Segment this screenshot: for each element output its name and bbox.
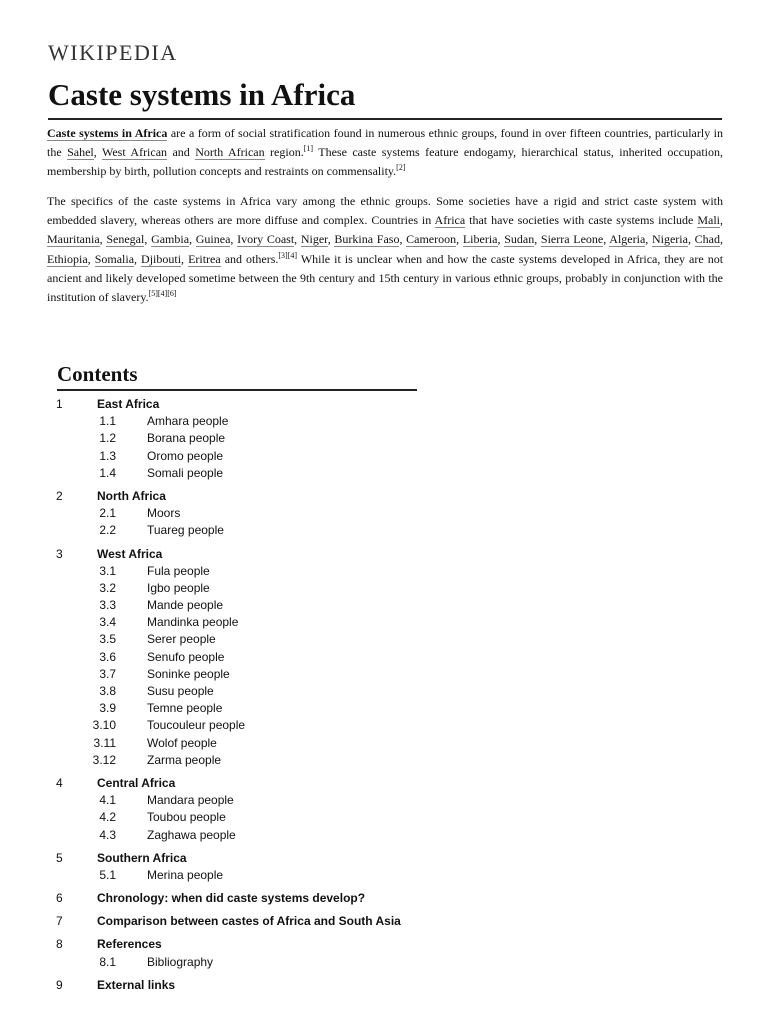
toc-number: 3 [56, 546, 63, 561]
country-link[interactable]: Nigeria [651, 232, 688, 247]
table-of-contents [0, 396, 768, 1000]
toc-item[interactable] [0, 546, 768, 563]
toc-subnumber: 3.12 [92, 752, 116, 767]
country-link[interactable]: Niger [300, 232, 328, 247]
toc-subitem[interactable] [0, 666, 768, 683]
toc-number: 5 [56, 850, 63, 865]
citation-ref[interactable]: [2] [396, 163, 406, 173]
country-link[interactable]: Cameroon [406, 232, 457, 247]
toc-link[interactable]: Central Africa [97, 775, 176, 790]
toc-number: 2 [56, 488, 63, 503]
country-link[interactable]: Eritrea [188, 251, 221, 266]
second-paragraph: The specifics of the caste systems in Africa vary among the ethnic groups. Some societies have a rigid and strict caste system with embedded slavery, whereas others are more diffuse and complex. Countries in Africa that have societies with caste systems include Mali, Mauritania, Senegal, Gambia, Guinea, Ivory Coast, Niger, Burkina Faso, Cameroon, Liberia, Sudan, Sierra Leone, Algeria, Nigeria, Chad, Ethiopia, Somalia, Djibouti, Eritrea and others.[3][4] While it is unclear when and how the caste systems developed in Africa, they are not ancient and likely developed sometime between the 9th century and 15th century in various ethnic groups, probably in conjunction with the institution of slavery.[5][4][6] [47, 194, 724, 305]
toc-item[interactable] [0, 977, 768, 994]
toc-sublink[interactable]: Senufo people [147, 649, 225, 664]
toc-sublink[interactable]: Igbo people [147, 580, 210, 595]
toc-subitem[interactable] [0, 413, 768, 430]
country-link[interactable]: Gambia [151, 232, 190, 247]
toc-sublink[interactable]: Serer people [147, 632, 216, 647]
toc-section [0, 850, 768, 884]
citation-ref[interactable]: [5][4][6] [148, 289, 177, 299]
toc-subitem[interactable] [0, 827, 768, 844]
toc-subitem[interactable] [0, 597, 768, 614]
country-link[interactable]: Burkina Faso [334, 232, 400, 247]
toc-sublink[interactable]: Tuareg people [147, 523, 224, 538]
country-link[interactable]: Senegal [106, 232, 145, 247]
toc-section [0, 936, 768, 970]
toc-sublink[interactable]: Mandinka people [147, 615, 239, 630]
toc-subitem[interactable] [0, 430, 768, 447]
toc-sublink[interactable]: Wolof people [147, 735, 217, 750]
toc-subitem[interactable] [0, 631, 768, 648]
toc-subnumber: 5.1 [99, 867, 116, 882]
country-link[interactable]: Sierra Leone [540, 232, 604, 247]
toc-subitem[interactable] [0, 809, 768, 826]
toc-subnumber: 3.4 [99, 615, 116, 630]
bold-term: Caste systems in Africa [47, 126, 168, 140]
toc-sublink[interactable]: Amhara people [147, 414, 229, 429]
country-link[interactable]: Chad [694, 232, 721, 247]
toc-subitem[interactable] [0, 580, 768, 597]
toc-section [0, 396, 768, 482]
toc-section [0, 890, 768, 907]
toc-subnumber: 1.3 [99, 448, 116, 463]
toc-subitem[interactable] [0, 683, 768, 700]
toc-number: 6 [56, 891, 63, 906]
toc-sublink[interactable]: Mandara people [147, 793, 234, 808]
toc-item[interactable] [0, 488, 768, 505]
toc-subitem[interactable] [0, 792, 768, 809]
toc-section [0, 775, 768, 844]
toc-subnumber: 4.3 [99, 827, 116, 842]
toc-sublink[interactable]: Moors [147, 506, 181, 521]
toc-subitem[interactable] [0, 614, 768, 631]
country-link[interactable]: Ivory Coast [237, 232, 295, 247]
toc-subnumber: 2.1 [99, 506, 116, 521]
toc-number: 7 [56, 914, 63, 929]
toc-item[interactable] [0, 913, 768, 930]
toc-subitem[interactable] [0, 563, 768, 580]
toc-item[interactable] [0, 936, 768, 953]
toc-subitem[interactable] [0, 954, 768, 971]
toc-subnumber: 3.5 [99, 632, 116, 647]
toc-subitem[interactable] [0, 505, 768, 522]
toc-number: 8 [56, 937, 63, 952]
toc-sublink[interactable]: Zarma people [147, 752, 222, 767]
toc-sublink[interactable]: Zaghawa people [147, 827, 236, 842]
toc-subnumber: 3.1 [99, 563, 116, 578]
country-link[interactable]: Somalia [94, 251, 135, 266]
country-links: Mali, Mauritania, Senegal, Gambia, Guinea, Ivory Coast, Niger, Burkina Faso, Cameroon, Liberia, Sudan, Sierra Leone, Algeria, Nigeria, Chad, Ethiopia, Somalia, Djibouti, Eritrea [47, 213, 724, 266]
citation-ref[interactable]: [1] [303, 144, 314, 154]
toc-subnumber: 1.4 [99, 465, 116, 480]
toc-subitem[interactable] [0, 867, 768, 884]
toc-sublink[interactable]: Mande people [147, 598, 224, 613]
page-title: Caste systems in Africa [48, 76, 722, 120]
toc-link[interactable]: References [97, 937, 162, 952]
toc-subnumber: 3.9 [99, 701, 116, 716]
toc-sublink[interactable]: Soninke people [147, 666, 230, 681]
toc-subnumber: 3.2 [99, 580, 116, 595]
toc-subnumber: 3.8 [99, 684, 116, 698]
country-link[interactable]: Liberia [462, 232, 498, 247]
toc-subnumber: 3.6 [99, 649, 116, 664]
toc-number: 4 [56, 775, 63, 790]
toc-subitem[interactable] [0, 465, 768, 482]
toc-subnumber: 1.2 [99, 431, 116, 446]
toc-subitem[interactable] [0, 700, 768, 717]
toc-sublink[interactable]: Toucouleur people [147, 718, 246, 733]
toc-section [0, 977, 768, 994]
toc-sublink[interactable]: Fula people [147, 563, 210, 578]
toc-section [0, 488, 768, 540]
contents-heading: Contents [57, 361, 417, 391]
country-link[interactable]: Guinea [195, 232, 231, 247]
toc-sublink[interactable]: Merina people [147, 867, 224, 882]
citation-ref[interactable]: [3][4] [278, 250, 298, 260]
toc-number: 9 [56, 977, 63, 992]
toc-link[interactable]: East Africa [97, 397, 160, 411]
link-west-african[interactable]: West African [101, 145, 168, 160]
toc-link[interactable]: External links [97, 977, 176, 992]
toc-item[interactable] [0, 890, 768, 907]
toc-subnumber: 3.11 [93, 735, 116, 750]
toc-subnumber: 1.1 [99, 414, 116, 429]
toc-sublink[interactable]: Susu people [147, 684, 214, 698]
intro-paragraph: Caste systems in Africa are a form of social stratification found in numerous ethnic groups, found in over fifteen countries, particularly in the Sahel, West African and North African region.[1] These caste systems feature endogamy, hierarchical status, inherited occupation, membership by birth, pollution concepts and restraints on commensality.[2] [47, 126, 723, 179]
link-north-african[interactable]: North African [195, 145, 265, 160]
toc-subitem[interactable] [0, 522, 768, 539]
toc-sublink[interactable]: Bibliography [147, 954, 214, 969]
toc-subnumber: 8.1 [99, 954, 116, 969]
toc-link[interactable]: Comparison between castes of Africa and South Asia [97, 914, 401, 929]
toc-subitem[interactable] [0, 752, 768, 769]
toc-sublink[interactable]: Oromo people [147, 448, 224, 463]
country-link[interactable]: Mali [697, 213, 720, 228]
toc-item[interactable] [0, 775, 768, 792]
toc-subnumber: 3.10 [92, 718, 116, 733]
toc-subnumber: 4.1 [99, 793, 116, 808]
toc-subnumber: 3.7 [99, 666, 116, 681]
toc-section [0, 913, 768, 930]
toc-subitem[interactable] [0, 649, 768, 666]
toc-sublink[interactable]: Borana people [147, 431, 226, 446]
toc-item[interactable] [0, 850, 768, 867]
toc-sublink[interactable]: Toubou people [147, 810, 226, 825]
link-africa[interactable]: Africa [434, 213, 466, 228]
wikipedia-logo[interactable]: WIKIPEDIA [48, 40, 178, 65]
toc-subitem[interactable] [0, 448, 768, 465]
toc-sublink[interactable]: Temne people [147, 701, 223, 716]
toc-item[interactable] [0, 396, 768, 413]
toc-number: 1 [56, 397, 63, 411]
toc-subnumber: 4.2 [99, 810, 116, 825]
toc-link[interactable]: North Africa [97, 488, 166, 503]
toc-subnumber: 3.3 [99, 598, 116, 613]
toc-link[interactable]: Chronology: when did caste systems develop? [97, 891, 366, 906]
country-link[interactable]: Djibouti [141, 251, 182, 266]
toc-subitem[interactable] [0, 717, 768, 734]
link-sahel[interactable]: Sahel [67, 145, 94, 160]
country-link[interactable]: Mauritania [47, 232, 100, 247]
country-link[interactable]: Sudan [504, 232, 535, 247]
country-link[interactable]: Ethiopia [47, 251, 88, 266]
toc-subitem[interactable] [0, 735, 768, 752]
toc-sublink[interactable]: Somali people [147, 465, 224, 480]
toc-link[interactable]: Southern Africa [97, 850, 187, 865]
toc-section [0, 546, 768, 769]
country-link[interactable]: Algeria [609, 232, 646, 247]
toc-subnumber: 2.2 [99, 523, 116, 538]
toc-link[interactable]: West Africa [97, 546, 163, 561]
